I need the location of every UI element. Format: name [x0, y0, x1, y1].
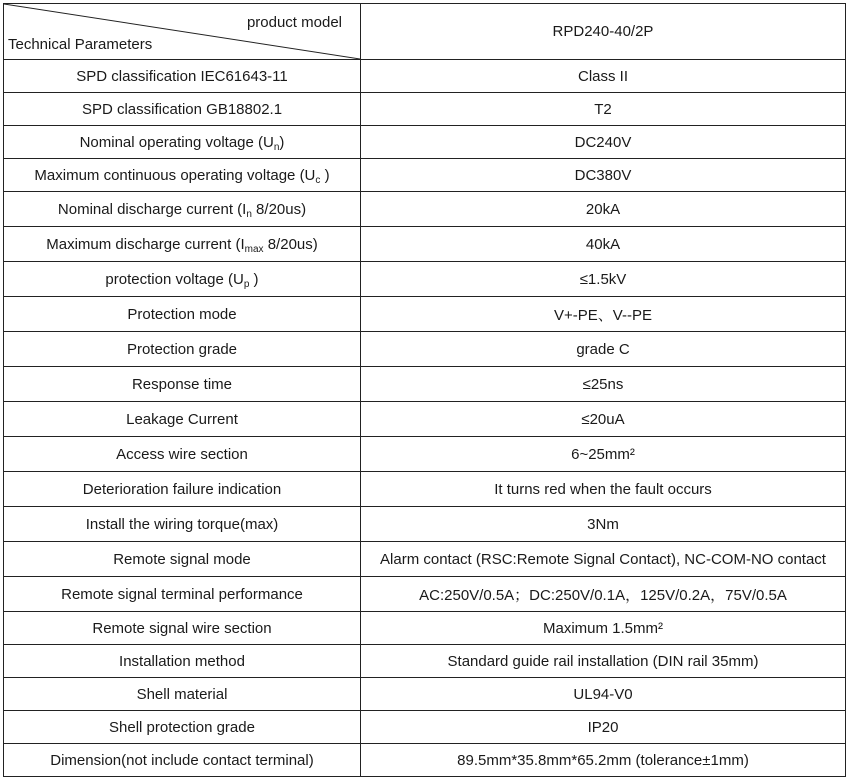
- value-cell: V+-PE、V--PE: [361, 297, 846, 332]
- param-subscript: n: [273, 141, 280, 153]
- table-row: [4, 367, 846, 402]
- value-cell: ≤1.5kV: [361, 262, 846, 297]
- table-row: [4, 577, 846, 612]
- value-cell: grade C: [361, 332, 846, 367]
- param-cell: SPD classification GB18802.1: [4, 93, 361, 126]
- table-row: [4, 744, 846, 777]
- value-cell: Alarm contact (RSC:Remote Signal Contact), NC-COM-NO contact: [361, 542, 846, 577]
- product-model-label: product model: [246, 14, 342, 31]
- value-cell: Class II: [361, 60, 846, 93]
- table-row: [4, 402, 846, 437]
- param-text: 8/20us): [263, 235, 318, 253]
- table-row: [4, 93, 846, 126]
- param-cell: Remote signal terminal performance: [4, 577, 361, 612]
- value-cell: T2: [361, 93, 846, 126]
- table-row: [4, 711, 846, 744]
- value-cell: AC:250V/0.5A；DC:250V/0.1A，125V/0.2A，75V/0.5A: [361, 577, 846, 612]
- value-cell: ≤25ns: [361, 367, 846, 402]
- param-cell: Response time: [4, 367, 361, 402]
- table-row: [4, 60, 846, 93]
- specification-table: [3, 3, 846, 777]
- table-row: [4, 297, 846, 332]
- table-row: [4, 159, 846, 192]
- param-cell: Install the wiring torque(max): [4, 507, 361, 542]
- value-cell: DC380V: [361, 159, 846, 192]
- value-cell: Standard guide rail installation (DIN rail 35mm): [361, 645, 846, 678]
- table-row: [4, 126, 846, 159]
- param-subscript: p: [243, 278, 250, 290]
- value-cell: ≤20uA: [361, 402, 846, 437]
- param-cell: [4, 262, 361, 297]
- value-cell: 89.5mm*35.8mm*65.2mm (tolerance±1mm): [361, 744, 846, 777]
- value-cell: 40kA: [361, 227, 846, 262]
- param-text: 8/20us): [251, 200, 307, 218]
- value-cell: It turns red when the fault occurs: [361, 472, 846, 507]
- value-cell: DC240V: [361, 126, 846, 159]
- param-cell: [4, 159, 361, 192]
- param-text: protection voltage (U: [105, 270, 244, 288]
- param-cell: Shell protection grade: [4, 711, 361, 744]
- model-value-cell: RPD240-40/2P: [361, 4, 846, 60]
- table-row: [4, 262, 846, 297]
- value-cell: 20kA: [361, 192, 846, 227]
- value-cell: 3Nm: [361, 507, 846, 542]
- param-text: ): [320, 166, 330, 184]
- param-text: ): [279, 133, 285, 151]
- param-cell: Protection grade: [4, 332, 361, 367]
- param-cell: Deterioration failure indication: [4, 472, 361, 507]
- param-cell: [4, 192, 361, 227]
- diagonal-header-cell: [4, 4, 361, 60]
- param-cell: Installation method: [4, 645, 361, 678]
- table-row: [4, 507, 846, 542]
- param-cell: Access wire section: [4, 437, 361, 472]
- value-cell: UL94-V0: [361, 678, 846, 711]
- param-text: Maximum discharge current (I: [46, 235, 245, 253]
- param-text: Maximum continuous operating voltage (U: [34, 166, 316, 184]
- technical-parameters-label: Technical Parameters: [8, 36, 153, 53]
- param-text: ): [249, 270, 259, 288]
- param-cell: Shell material: [4, 678, 361, 711]
- table-row: [4, 678, 846, 711]
- value-cell: IP20: [361, 711, 846, 744]
- table-row: [4, 542, 846, 577]
- param-cell: SPD classification IEC61643-11: [4, 60, 361, 93]
- param-cell: Dimension(not include contact terminal): [4, 744, 361, 777]
- param-text: Nominal discharge current (I: [57, 200, 247, 218]
- table-row: [4, 437, 846, 472]
- table-row: [4, 612, 846, 645]
- param-cell: Remote signal mode: [4, 542, 361, 577]
- table-row: [4, 645, 846, 678]
- value-cell: 6~25mm²: [361, 437, 846, 472]
- param-subscript: n: [246, 208, 252, 220]
- table-row: [4, 227, 846, 262]
- table-row: [4, 332, 846, 367]
- param-subscript: max: [244, 243, 264, 255]
- param-cell: [4, 227, 361, 262]
- table-row: [4, 192, 846, 227]
- param-text: Nominal operating voltage (U: [79, 133, 274, 151]
- param-cell: Protection mode: [4, 297, 361, 332]
- value-cell: Maximum 1.5mm²: [361, 612, 846, 645]
- param-cell: Leakage Current: [4, 402, 361, 437]
- param-cell: [4, 126, 361, 159]
- table-row: [4, 472, 846, 507]
- param-subscript: c: [315, 174, 321, 186]
- param-cell: Remote signal wire section: [4, 612, 361, 645]
- table-header-row: [4, 4, 846, 60]
